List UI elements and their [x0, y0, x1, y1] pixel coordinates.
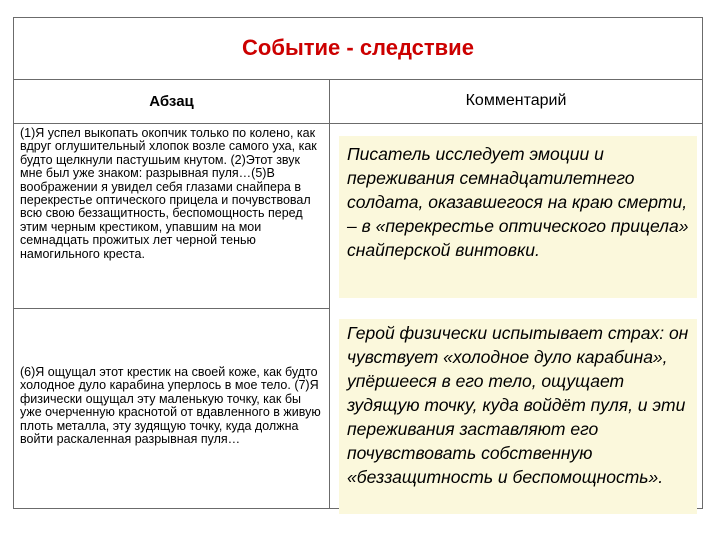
- column-header-paragraph: Абзац: [14, 79, 330, 123]
- row-divider: [14, 308, 330, 309]
- title-row: [14, 18, 702, 80]
- comment-box-2: Герой физически испытывает страх: он чувствует «холодное дуло карабина», упёршееся в его тело, ощущает зудящую точку, куда войдёт пуля, и эти переживания заставляют его почувствовать собственную «беззащитность и беспомощность».: [339, 319, 697, 514]
- slide-title: Событие - следствие: [242, 34, 474, 60]
- slide-table-frame: [13, 17, 703, 509]
- paragraph-column: [14, 124, 330, 508]
- comment-box-1: Писатель исследует эмоции и переживания семнадцатилетнего солдата, оказавшегося на краю смерти, – в «перекрестье оптического прицела» снайперской винтовки.: [339, 136, 697, 298]
- paragraph-text-2: (6)Я ощущал этот крестик на своей коже, как будто холодное дуло карабина уперлось в мое тело. (7)Я физически ощущал эту маленькую точку, как бы уже очерченную краснотой от вдавленного в живую плоть металла, эту зудящую точку, куда должна войти раскаленная разрывная пуля…: [20, 365, 321, 447]
- paragraph-text-1: (1)Я успел выкопать окопчик только по колено, как вдруг оглушительный хлопок возле самого уха, как будто щелкнули пастушьим кнутом. (2)Этот звук мне был уже знаком: разрывная пуля…(5)В воображении я увидел себя глазами снайпера в перекрестье оптического прицела и почувствовал всю свою беззащитность, беспомощность перед этим черным крестиком, упавшим на мои семнадцать прожитых лет черной тенью намогильного креста.: [20, 126, 317, 261]
- column-header-comment: Комментарий: [465, 92, 567, 109]
- table-header-row: [14, 79, 702, 123]
